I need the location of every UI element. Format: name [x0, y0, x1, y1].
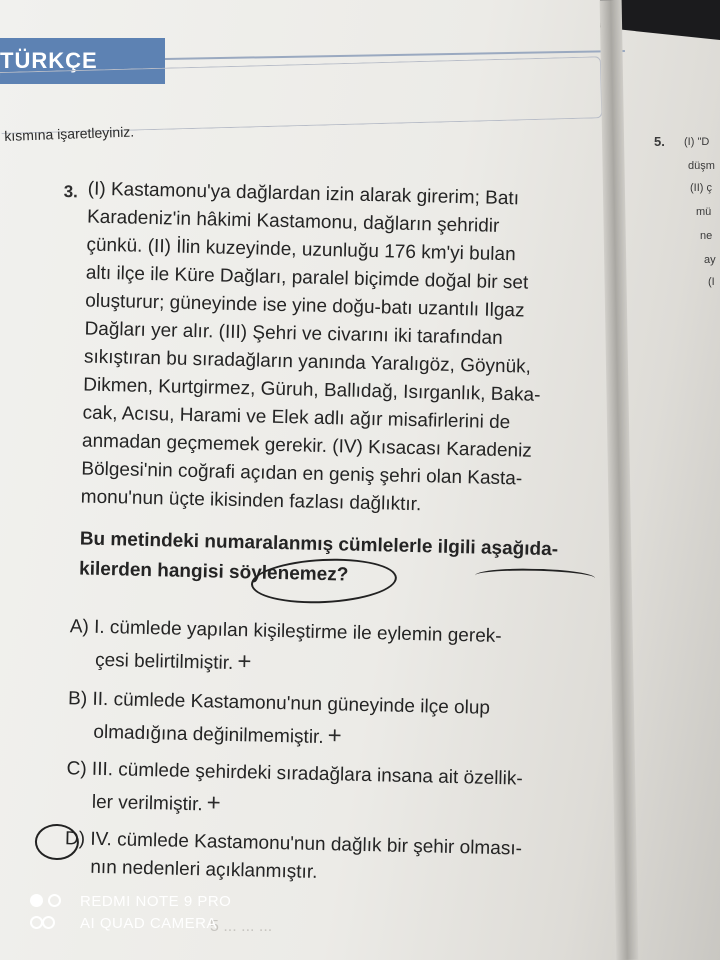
handwritten-plus-icon: +: [327, 722, 342, 750]
handwritten-answer-circle: [35, 824, 80, 861]
handwritten-plus-icon: +: [237, 648, 252, 676]
option-a-line1: A) I. cümlede yapılan kişileştirme ile eylemin gerek-: [69, 616, 502, 648]
option-c-line2: ler verilmiştir.: [91, 791, 203, 816]
question-5-number: 5.: [654, 134, 665, 149]
option-a-line2: çesi belirtilmiştir.: [94, 649, 234, 674]
right-fragment: ay: [704, 254, 716, 266]
camera-lens-icon: [30, 912, 72, 934]
question-number: 3.: [63, 181, 79, 202]
question-prompt-line: Bu metindeki numaralanmış cümlelerle ilgili aşağıda-: [79, 528, 559, 561]
right-page-column: [630, 120, 720, 520]
paragraph-line: Dikmen, Kurtgirmez, Güruh, Ballıdağ, Isırganlık, Baka-: [83, 374, 541, 406]
option-d-line2: nın nedenleri açıklanmıştır.: [90, 856, 318, 883]
subject-title: TÜRKÇE: [0, 48, 98, 73]
paragraph-line: monu'nun üçte ikisinden fazlası dağlıktır.: [80, 486, 422, 516]
right-fragment: ne: [700, 230, 713, 242]
paragraph-line: çünkü. (II) İlin kuzeyinde, uzunluğu 176 km'yi bulan: [86, 234, 516, 266]
watermark-model: REDMI NOTE 9 PRO: [80, 892, 232, 910]
right-fragment: düşm: [688, 160, 715, 172]
question-3: [63, 178, 634, 883]
option-b: [67, 688, 491, 750]
paragraph-line: altı ilçe ile Küre Dağları, paralel biçimde doğal bir set: [85, 262, 529, 294]
right-fragment: (I) "D: [684, 136, 710, 148]
option-a: [69, 616, 502, 676]
handwritten-plus-icon: +: [206, 789, 222, 817]
paragraph-line: Bölgesi'nin coğrafi açıdan en geniş şehri olan Kasta-: [81, 458, 523, 490]
paragraph-line: cak, Acısu, Harami ve Elek adlı ağır misafirlerini de: [82, 402, 511, 434]
instruction-text: kısmına işaretleyiniz.: [4, 123, 135, 144]
option-d: [64, 828, 523, 883]
paragraph-line: sıkıştıran bu sıradağların yanında Yaralıgöz, Göynük,: [83, 346, 532, 378]
right-fragment: (II) ç: [690, 182, 712, 194]
paragraph-line: (I) Kastamonu'ya dağlardan izin alarak girerim; Batı: [87, 178, 520, 210]
option-b-line2: olmadığına değinilmemiştir.: [93, 721, 324, 749]
camera-logo-icon: [30, 890, 72, 912]
paragraph-line: Karadeniz'in hâkimi Kastamonu, dağların şehridir: [86, 206, 500, 237]
watermark-camera: AI QUAD CAMERA: [80, 914, 218, 932]
option-b-line1: B) II. cümlede Kastamonu'nun güneyinde ilçe olup: [67, 688, 491, 719]
paragraph-line: oluşturur; güneyinde ise yine doğu-batı uzantılı Ilgaz: [84, 290, 525, 322]
option-d-line1: D) IV. cümlede Kastamonu'nun dağlık bir şehir olması-: [64, 828, 523, 860]
handwritten-underline: [475, 567, 595, 586]
right-fragment: mü: [696, 206, 712, 218]
paragraph-line: anmadan geçmemek gerekir. (IV) Kısacası Karadeniz: [81, 430, 533, 462]
camera-watermark: [30, 890, 231, 934]
right-fragment: (I: [708, 276, 715, 288]
option-c: [66, 758, 523, 817]
page-footer: 5 ... ... ...: [210, 918, 273, 935]
question-prompt-line: kilerden hangisi söylenemez?: [78, 558, 349, 586]
paragraph-line: Dağları yer alır. (III) Şehri ve civarını iki tarafından: [84, 318, 503, 349]
option-c-line1: C) III. cümlede şehirdeki sıradağlara insana ait özellik-: [66, 758, 523, 790]
